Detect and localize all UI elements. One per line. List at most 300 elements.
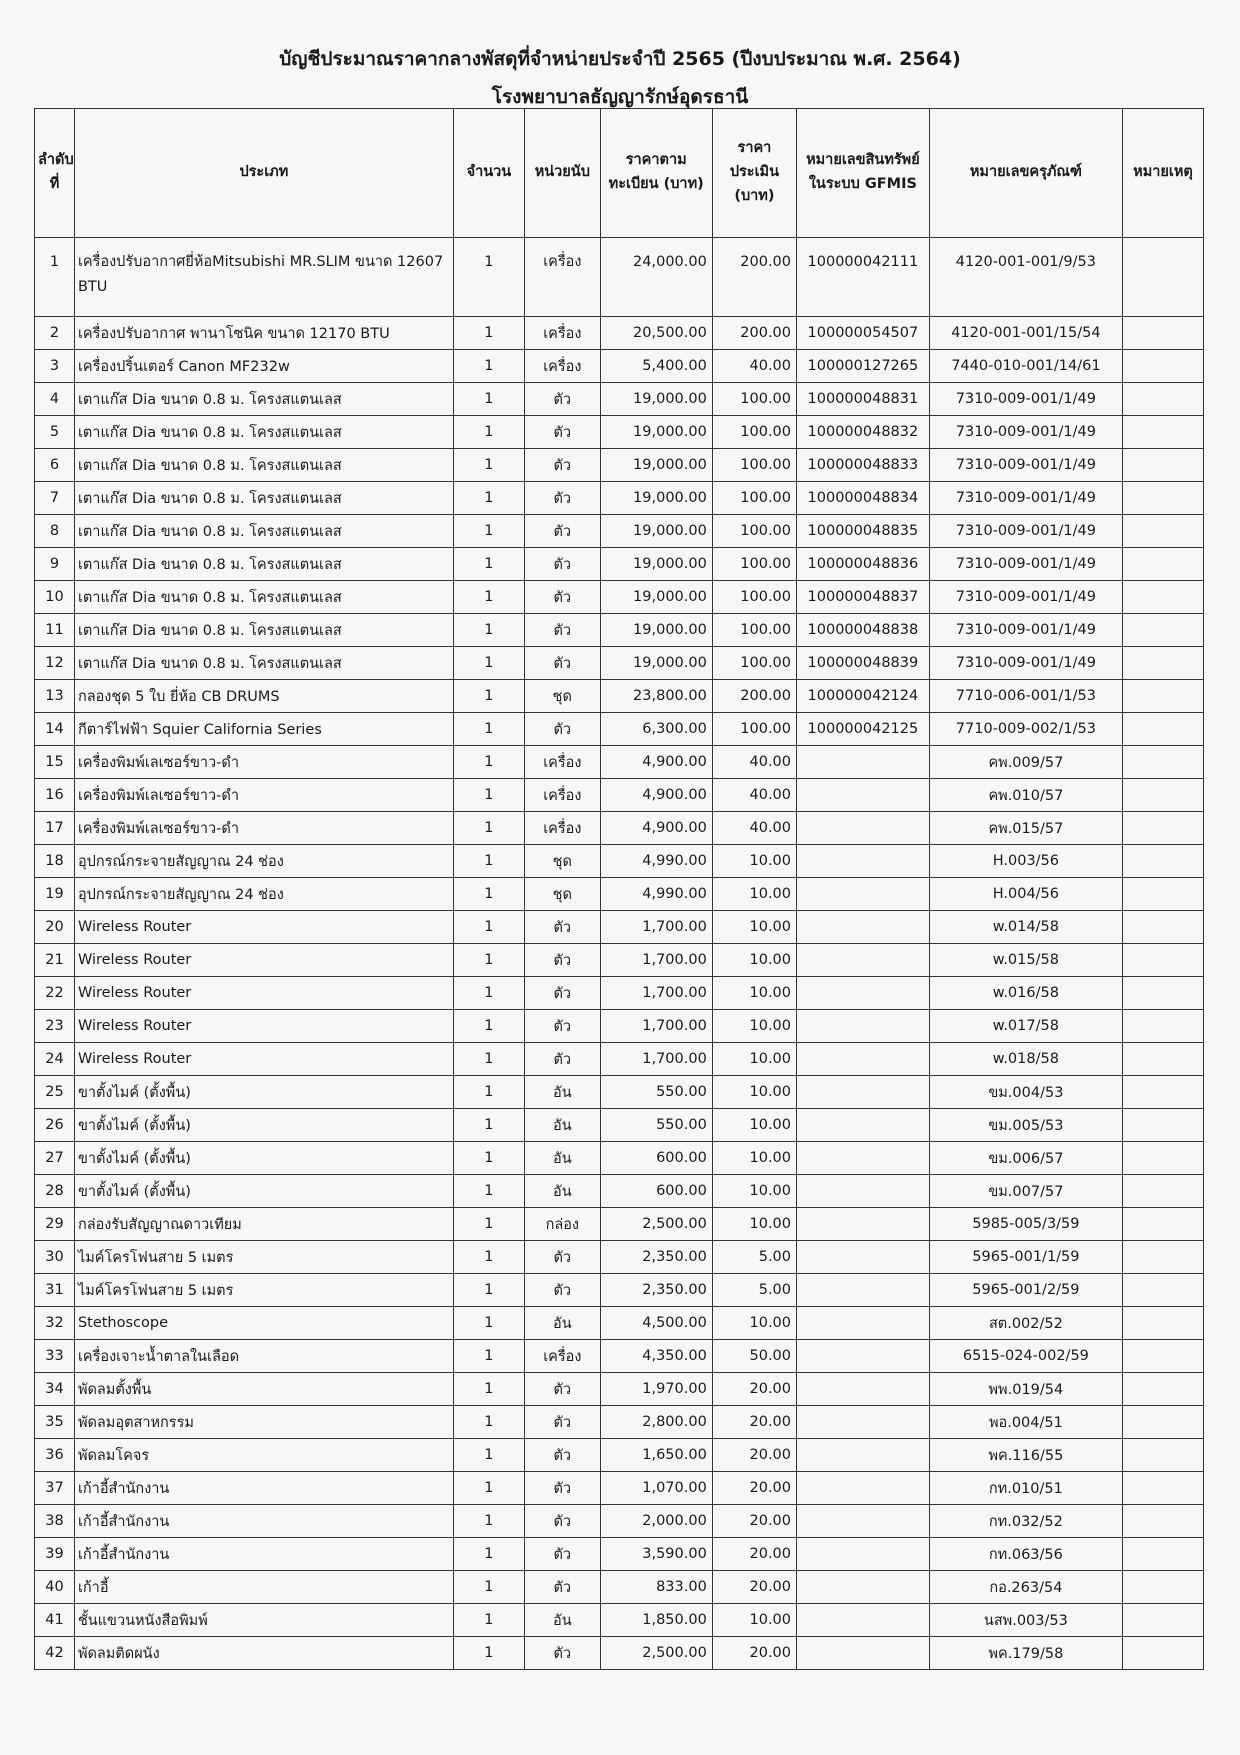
cell-asset-no: สต.002/52 [929,1307,1122,1340]
cell-no: 33 [35,1340,75,1373]
cell-gfmis [797,1175,930,1208]
cell-reg-price: 4,900.00 [600,812,712,845]
cell-unit: เครื่อง [525,746,601,779]
cell-gfmis [797,1637,930,1670]
cell-unit: ตัว [525,614,601,647]
cell-unit: เครื่อง [525,317,601,350]
cell-no: 24 [35,1043,75,1076]
table-row [35,548,1204,581]
cell-qty: 1 [453,812,524,845]
cell-reg-price: 2,350.00 [600,1241,712,1274]
cell-type: เตาแก๊ส Dia ขนาด 0.8 ม. โครงสแตนเลส [74,515,453,548]
table-row [35,1472,1204,1505]
cell-qty: 1 [453,350,524,383]
cell-unit: อัน [525,1175,601,1208]
cell-no: 6 [35,449,75,482]
cell-no: 29 [35,1208,75,1241]
cell-qty: 1 [453,1274,524,1307]
cell-note [1122,746,1203,779]
cell-no: 7 [35,482,75,515]
cell-type: เครื่องเจาะน้ำตาลในเลือด [74,1340,453,1373]
cell-type: เตาแก๊ส Dia ขนาด 0.8 ม. โครงสแตนเลส [74,449,453,482]
cell-qty: 1 [453,383,524,416]
cell-est-price: 40.00 [712,812,796,845]
cell-qty: 1 [453,911,524,944]
cell-est-price: 40.00 [712,746,796,779]
cell-unit: อัน [525,1604,601,1637]
cell-no: 30 [35,1241,75,1274]
cell-note [1122,238,1203,317]
cell-est-price: 10.00 [712,1043,796,1076]
cell-est-price: 40.00 [712,779,796,812]
cell-est-price: 5.00 [712,1241,796,1274]
cell-reg-price: 4,500.00 [600,1307,712,1340]
cell-gfmis [797,1307,930,1340]
table-row [35,515,1204,548]
cell-asset-no: 5965-001/1/59 [929,1241,1122,1274]
cell-type: เก้าอี้สำนักงาน [74,1472,453,1505]
cell-reg-price: 2,000.00 [600,1505,712,1538]
cell-note [1122,1076,1203,1109]
cell-unit: อัน [525,1142,601,1175]
cell-type: เตาแก๊ส Dia ขนาด 0.8 ม. โครงสแตนเลส [74,647,453,680]
cell-unit: ตัว [525,1505,601,1538]
table-row [35,647,1204,680]
cell-no: 1 [35,238,75,317]
cell-gfmis [797,845,930,878]
cell-est-price: 100.00 [712,383,796,416]
cell-reg-price: 24,000.00 [600,238,712,317]
cell-note [1122,1010,1203,1043]
cell-qty: 1 [453,713,524,746]
cell-no: 16 [35,779,75,812]
cell-reg-price: 4,350.00 [600,1340,712,1373]
cell-type: Wireless Router [74,977,453,1010]
cell-est-price: 100.00 [712,515,796,548]
cell-est-price: 50.00 [712,1340,796,1373]
cell-note [1122,1604,1203,1637]
cell-qty: 1 [453,482,524,515]
cell-asset-no: w.014/58 [929,911,1122,944]
cell-type: ไมค์โครโฟนสาย 5 เมตร [74,1274,453,1307]
cell-reg-price: 23,800.00 [600,680,712,713]
cell-reg-price: 3,590.00 [600,1538,712,1571]
cell-qty: 1 [453,1406,524,1439]
cell-est-price: 10.00 [712,1076,796,1109]
cell-no: 20 [35,911,75,944]
cell-reg-price: 20,500.00 [600,317,712,350]
cell-est-price: 10.00 [712,1010,796,1043]
cell-no: 9 [35,548,75,581]
cell-type: ขาตั้งไมค์ (ตั้งพื้น) [74,1175,453,1208]
cell-type: กีตาร์ไฟฟ้า Squier California Series [74,713,453,746]
cell-note [1122,1142,1203,1175]
cell-est-price: 20.00 [712,1505,796,1538]
cell-est-price: 20.00 [712,1406,796,1439]
cell-type: ชั้นแขวนหนังสือพิมพ์ [74,1604,453,1637]
cell-asset-no: คพ.010/57 [929,779,1122,812]
cell-asset-no: กท.032/52 [929,1505,1122,1538]
cell-gfmis [797,944,930,977]
cell-type: ไมค์โครโฟนสาย 5 เมตร [74,1241,453,1274]
cell-unit: เครื่อง [525,350,601,383]
cell-note [1122,1175,1203,1208]
cell-no: 26 [35,1109,75,1142]
cell-est-price: 10.00 [712,1175,796,1208]
cell-gfmis [797,1142,930,1175]
cell-asset-no: 4120-001-001/9/53 [929,238,1122,317]
cell-note [1122,1208,1203,1241]
cell-unit: ตัว [525,1241,601,1274]
cell-asset-no: คพ.015/57 [929,812,1122,845]
cell-type: ขาตั้งไมค์ (ตั้งพื้น) [74,1142,453,1175]
cell-type: เครื่องปริ้นเตอร์ Canon MF232w [74,350,453,383]
cell-gfmis: 100000048831 [797,383,930,416]
cell-type: เตาแก๊ส Dia ขนาด 0.8 ม. โครงสแตนเลส [74,548,453,581]
cell-no: 18 [35,845,75,878]
table-row [35,1142,1204,1175]
cell-qty: 1 [453,845,524,878]
cell-reg-price: 1,700.00 [600,1010,712,1043]
table-row [35,911,1204,944]
table-row [35,1010,1204,1043]
cell-type: เครื่องปรับอากาศยี่ห้อMitsubishi MR.SLIM ขนาด 12607 BTU [74,238,453,317]
cell-reg-price: 550.00 [600,1109,712,1142]
cell-asset-no: ขม.007/57 [929,1175,1122,1208]
cell-est-price: 200.00 [712,680,796,713]
table-row [35,614,1204,647]
cell-gfmis: 100000048839 [797,647,930,680]
cell-no: 34 [35,1373,75,1406]
cell-reg-price: 1,700.00 [600,944,712,977]
cell-no: 11 [35,614,75,647]
cell-gfmis [797,878,930,911]
cell-qty: 1 [453,1538,524,1571]
cell-type: เครื่องพิมพ์เลเซอร์ขาว-ดำ [74,746,453,779]
table-row [35,812,1204,845]
cell-qty: 1 [453,449,524,482]
cell-reg-price: 1,070.00 [600,1472,712,1505]
cell-asset-no: กท.010/51 [929,1472,1122,1505]
cell-note [1122,515,1203,548]
cell-note [1122,1637,1203,1670]
table-row [35,977,1204,1010]
cell-unit: ตัว [525,944,601,977]
cell-gfmis [797,779,930,812]
cell-asset-no: 7310-009-001/1/49 [929,383,1122,416]
cell-unit: เครื่อง [525,1340,601,1373]
cell-gfmis [797,1505,930,1538]
cell-reg-price: 550.00 [600,1076,712,1109]
cell-gfmis [797,1208,930,1241]
cell-note [1122,1538,1203,1571]
cell-note [1122,548,1203,581]
cell-unit: อัน [525,1109,601,1142]
cell-qty: 1 [453,1241,524,1274]
cell-qty: 1 [453,647,524,680]
cell-est-price: 20.00 [712,1571,796,1604]
table-row [35,350,1204,383]
cell-type: อุปกรณ์กระจายสัญญาณ 24 ช่อง [74,845,453,878]
table-row [35,1604,1204,1637]
cell-asset-no: 7310-009-001/1/49 [929,482,1122,515]
cell-unit: ตัว [525,1439,601,1472]
cell-type: กลองชุด 5 ใบ ยี่ห้อ CB DRUMS [74,680,453,713]
cell-qty: 1 [453,515,524,548]
cell-type: Wireless Router [74,944,453,977]
cell-note [1122,680,1203,713]
table-row [35,581,1204,614]
cell-qty: 1 [453,238,524,317]
table-row [35,1538,1204,1571]
cell-est-price: 100.00 [712,581,796,614]
cell-no: 15 [35,746,75,779]
cell-asset-no: กท.063/56 [929,1538,1122,1571]
cell-asset-no: 7310-009-001/1/49 [929,416,1122,449]
cell-type: Wireless Router [74,1043,453,1076]
cell-no: 39 [35,1538,75,1571]
cell-unit: ตัว [525,383,601,416]
cell-asset-no: w.015/58 [929,944,1122,977]
cell-reg-price: 1,850.00 [600,1604,712,1637]
cell-unit: ตัว [525,449,601,482]
cell-reg-price: 1,700.00 [600,977,712,1010]
cell-asset-no: 5985-005/3/59 [929,1208,1122,1241]
cell-type: เก้าอี้สำนักงาน [74,1538,453,1571]
cell-est-price: 100.00 [712,416,796,449]
cell-est-price: 200.00 [712,238,796,317]
cell-asset-no: 4120-001-001/15/54 [929,317,1122,350]
cell-unit: ตัว [525,1538,601,1571]
cell-type: Wireless Router [74,1010,453,1043]
cell-reg-price: 19,000.00 [600,416,712,449]
cell-gfmis [797,812,930,845]
cell-gfmis [797,1604,930,1637]
cell-note [1122,647,1203,680]
table-row [35,1373,1204,1406]
cell-no: 19 [35,878,75,911]
cell-type: พัดลมอุตสาหกรรม [74,1406,453,1439]
cell-asset-no: 7710-009-002/1/53 [929,713,1122,746]
table-row [35,416,1204,449]
cell-unit: อัน [525,1076,601,1109]
cell-note [1122,449,1203,482]
cell-unit: ตัว [525,416,601,449]
cell-qty: 1 [453,1637,524,1670]
table-row [35,1439,1204,1472]
cell-qty: 1 [453,1010,524,1043]
cell-note [1122,383,1203,416]
cell-qty: 1 [453,1472,524,1505]
cell-note [1122,1241,1203,1274]
cell-est-price: 100.00 [712,548,796,581]
table-row [35,1241,1204,1274]
cell-gfmis [797,1043,930,1076]
table-row [35,1076,1204,1109]
cell-no: 10 [35,581,75,614]
cell-no: 23 [35,1010,75,1043]
cell-no: 21 [35,944,75,977]
cell-est-price: 40.00 [712,350,796,383]
cell-no: 5 [35,416,75,449]
cell-est-price: 20.00 [712,1472,796,1505]
cell-gfmis: 100000048837 [797,581,930,614]
cell-asset-no: 5965-001/2/59 [929,1274,1122,1307]
cell-reg-price: 2,500.00 [600,1208,712,1241]
cell-qty: 1 [453,1307,524,1340]
cell-est-price: 20.00 [712,1439,796,1472]
cell-reg-price: 2,800.00 [600,1406,712,1439]
cell-unit: เครื่อง [525,779,601,812]
cell-gfmis [797,1439,930,1472]
cell-unit: ตัว [525,548,601,581]
table-row [35,779,1204,812]
cell-type: เตาแก๊ส Dia ขนาด 0.8 ม. โครงสแตนเลส [74,581,453,614]
cell-type: เก้าอี้ [74,1571,453,1604]
cell-type: เตาแก๊ส Dia ขนาด 0.8 ม. โครงสแตนเลส [74,614,453,647]
table-row [35,1307,1204,1340]
cell-gfmis: 100000048832 [797,416,930,449]
cell-note [1122,1505,1203,1538]
col-header-est-price: ราคาประเมิน (บาท) [712,109,796,238]
cell-qty: 1 [453,1505,524,1538]
table-row [35,1406,1204,1439]
cell-note [1122,1439,1203,1472]
cell-unit: ตัว [525,515,601,548]
cell-gfmis: 100000048834 [797,482,930,515]
cell-asset-no: ขม.006/57 [929,1142,1122,1175]
table-body [35,238,1204,1670]
cell-gfmis: 100000042124 [797,680,930,713]
cell-asset-no: 7310-009-001/1/49 [929,647,1122,680]
cell-reg-price: 19,000.00 [600,548,712,581]
table-row [35,238,1204,317]
cell-qty: 1 [453,1373,524,1406]
cell-no: 4 [35,383,75,416]
table-header-row [35,109,1204,238]
cell-type: เครื่องพิมพ์เลเซอร์ขาว-ดำ [74,779,453,812]
col-header-asset-no: หมายเลขครุภัณฑ์ [929,109,1122,238]
cell-asset-no: กอ.263/54 [929,1571,1122,1604]
cell-gfmis [797,1241,930,1274]
table-row [35,482,1204,515]
table-row [35,1175,1204,1208]
cell-est-price: 10.00 [712,944,796,977]
cell-gfmis [797,1571,930,1604]
cell-asset-no: นสพ.003/53 [929,1604,1122,1637]
cell-reg-price: 5,400.00 [600,350,712,383]
cell-unit: ตัว [525,1472,601,1505]
cell-note [1122,1406,1203,1439]
col-header-note: หมายเหตุ [1122,109,1203,238]
cell-est-price: 10.00 [712,1142,796,1175]
cell-note [1122,944,1203,977]
col-header-no: ลำดับที่ [35,109,75,238]
cell-type: พัดลมติดผนัง [74,1637,453,1670]
cell-no: 14 [35,713,75,746]
asset-table [34,108,1204,1670]
cell-qty: 1 [453,878,524,911]
cell-unit: ตัว [525,1571,601,1604]
cell-unit: ตัว [525,911,601,944]
cell-no: 2 [35,317,75,350]
document-subtitle: โรงพยาบาลธัญญารักษ์อุดรธานี [491,86,749,108]
cell-asset-no: 7310-009-001/1/49 [929,515,1122,548]
cell-asset-no: 7710-006-001/1/53 [929,680,1122,713]
cell-asset-no: w.017/58 [929,1010,1122,1043]
cell-unit: ตัว [525,977,601,1010]
cell-type: ขาตั้งไมค์ (ตั้งพื้น) [74,1076,453,1109]
cell-no: 12 [35,647,75,680]
cell-no: 17 [35,812,75,845]
col-header-reg-price: ราคาตามทะเบียน (บาท) [600,109,712,238]
cell-qty: 1 [453,1571,524,1604]
cell-note [1122,350,1203,383]
table-row [35,680,1204,713]
cell-note [1122,614,1203,647]
cell-no: 28 [35,1175,75,1208]
cell-est-price: 100.00 [712,713,796,746]
cell-asset-no: ขม.005/53 [929,1109,1122,1142]
cell-asset-no: พอ.004/51 [929,1406,1122,1439]
cell-gfmis [797,1010,930,1043]
cell-asset-no: 7310-009-001/1/49 [929,581,1122,614]
cell-qty: 1 [453,581,524,614]
cell-est-price: 10.00 [712,1208,796,1241]
cell-unit: ตัว [525,1274,601,1307]
table-row [35,746,1204,779]
cell-note [1122,581,1203,614]
cell-unit: ตัว [525,1043,601,1076]
cell-unit: เครื่อง [525,238,601,317]
cell-gfmis: 100000048833 [797,449,930,482]
cell-gfmis [797,977,930,1010]
cell-note [1122,1373,1203,1406]
document-title: บัญชีประมาณราคากลางพัสดุที่จำหน่ายประจำปี 2565 (ปีงบประมาณ พ.ศ. 2564) [279,48,961,70]
cell-unit: ชุด [525,845,601,878]
cell-no: 3 [35,350,75,383]
cell-note [1122,1472,1203,1505]
cell-note [1122,977,1203,1010]
cell-type: เครื่องพิมพ์เลเซอร์ขาว-ดำ [74,812,453,845]
cell-unit: ตัว [525,1010,601,1043]
cell-qty: 1 [453,317,524,350]
cell-asset-no: w.016/58 [929,977,1122,1010]
cell-no: 42 [35,1637,75,1670]
cell-unit: กล่อง [525,1208,601,1241]
cell-type: เตาแก๊ส Dia ขนาด 0.8 ม. โครงสแตนเลส [74,383,453,416]
cell-asset-no: ขม.004/53 [929,1076,1122,1109]
cell-gfmis [797,1274,930,1307]
cell-reg-price: 1,700.00 [600,1043,712,1076]
cell-gfmis [797,746,930,779]
cell-no: 41 [35,1604,75,1637]
cell-note [1122,416,1203,449]
cell-type: เก้าอี้สำนักงาน [74,1505,453,1538]
cell-gfmis: 100000127265 [797,350,930,383]
table-row [35,878,1204,911]
cell-est-price: 100.00 [712,482,796,515]
cell-qty: 1 [453,1208,524,1241]
cell-note [1122,1043,1203,1076]
cell-asset-no: H.004/56 [929,878,1122,911]
cell-no: 8 [35,515,75,548]
table-row [35,1340,1204,1373]
cell-reg-price: 19,000.00 [600,449,712,482]
cell-reg-price: 19,000.00 [600,581,712,614]
cell-est-price: 100.00 [712,449,796,482]
cell-note [1122,1571,1203,1604]
